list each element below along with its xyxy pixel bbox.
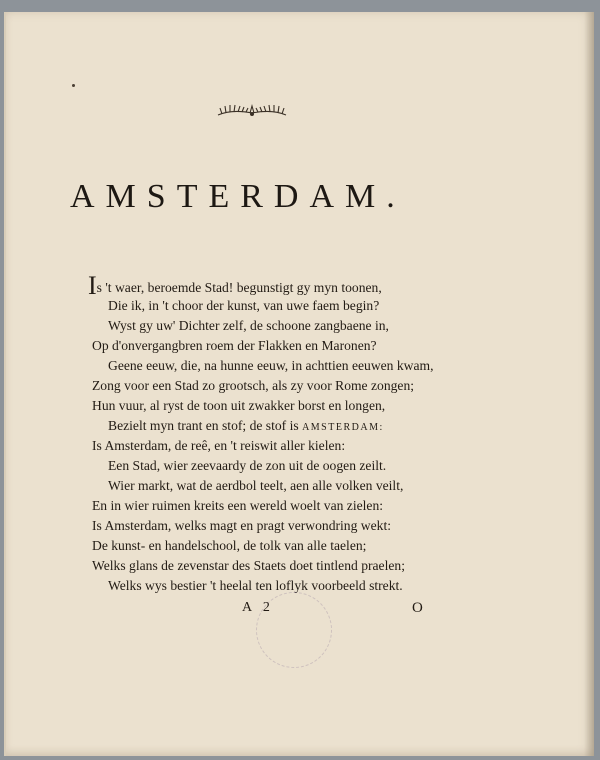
poem-line-12: En in wier ruimen kreits een wereld woelt van zielen: — [92, 498, 384, 513]
catchword: O — [412, 600, 423, 616]
book-page — [4, 12, 594, 756]
poem-line-10: Een Stad, wier zeevaardy de zon uit de oogen zeilt. — [108, 458, 387, 473]
poem-line-13: Is Amsterdam, welks magt en pragt verwondring wekt: — [92, 518, 391, 533]
page-title: AMSTERDAM. — [70, 178, 406, 215]
signature-mark: A 2 — [242, 600, 274, 615]
page-edge-shadow — [584, 12, 594, 756]
poem-line-8: Bezielt myn trant en stof; de stof is AMSTERDAM: — [108, 418, 384, 433]
poem-line-11: Wier markt, wat de aerdbol teelt, aen alle volken veilt, — [108, 478, 404, 493]
smallcaps-amsterdam: AMSTERDAM: — [302, 422, 384, 433]
poem-line-9: Is Amsterdam, de reê, en 't reiswit aller kielen: — [92, 438, 346, 453]
poem-line-5: Geene eeuw, die, na hunne eeuw, in achttien eeuwen kwam, — [108, 358, 434, 373]
poem-line-6: Zong voor een Stad zo grootsch, als zy voor Rome zongen; — [92, 378, 415, 393]
headpiece-ornament-icon — [212, 100, 292, 120]
ink-speck — [72, 84, 75, 87]
poem-line-4: Op d'onvergangbren roem der Flakken en Maronen? — [92, 338, 377, 353]
poem-line-15: Welks glans de zevenstar des Staets doet tintlend praelen; — [92, 558, 405, 573]
poem-line-1: Is 't waer, beroemde Stad! begunstigt gy myn toonen, — [88, 271, 382, 300]
poem-line-2: Die ik, in 't choor der kunst, van uwe faem begin? — [108, 298, 380, 313]
poem-line-14: De kunst- en handelschool, de tolk van alle taelen; — [92, 538, 367, 553]
poem-line-3: Wyst gy uw' Dichter zelf, de schoone zangbaene in, — [108, 318, 389, 333]
poem-line-16: Welks wys bestier 't heelal ten loflyk voorbeeld strekt. — [108, 578, 403, 593]
drop-cap: I — [88, 271, 97, 300]
poem-line-7: Hun vuur, al ryst de toon uit zwakker borst en longen, — [92, 398, 386, 413]
